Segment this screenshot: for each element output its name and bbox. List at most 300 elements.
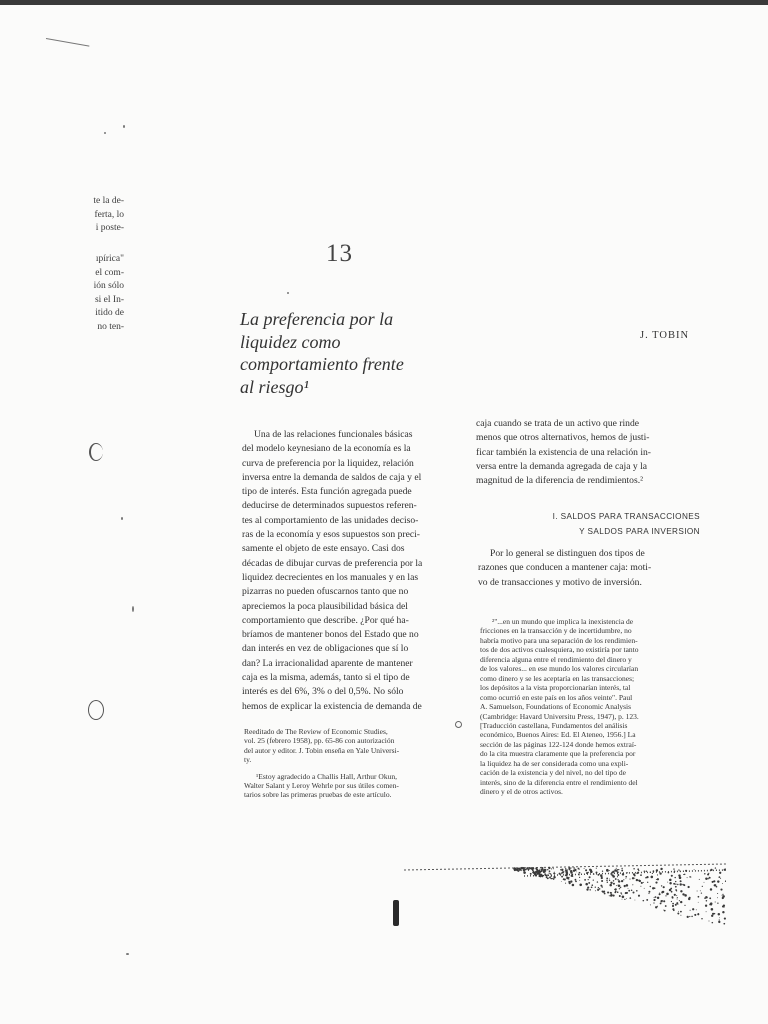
scan-speck bbox=[287, 292, 289, 294]
noise-speck bbox=[561, 872, 562, 873]
noise-speck bbox=[563, 871, 564, 872]
noise-speck bbox=[617, 871, 619, 873]
noise-speck bbox=[628, 890, 630, 892]
noise-speck bbox=[589, 889, 590, 890]
noise-speck bbox=[696, 909, 697, 910]
noise-speck bbox=[621, 880, 623, 882]
noise-speck bbox=[657, 906, 658, 907]
footnote-line: habría motivo para una separación de los rendimien- bbox=[480, 635, 638, 645]
noise-speck bbox=[615, 878, 617, 880]
noise-speck bbox=[592, 884, 594, 886]
noise-speck bbox=[572, 884, 575, 887]
noise-speck bbox=[622, 873, 624, 875]
noise-speck bbox=[709, 897, 711, 899]
noise-speck bbox=[612, 875, 615, 878]
noise-speck bbox=[633, 873, 635, 875]
noise-speck bbox=[638, 895, 639, 896]
noise-speck bbox=[657, 874, 658, 875]
body-line: ras de la economía y esos supuestos son preci- bbox=[242, 529, 420, 541]
body-line: caja es la misma, además, tanto si el tipo de bbox=[242, 672, 410, 684]
noise-speck bbox=[697, 913, 699, 915]
body-line: curva de preferencia por la liquidez, relación bbox=[242, 457, 414, 469]
noise-speck bbox=[625, 876, 627, 878]
noise-speck bbox=[568, 877, 569, 878]
noise-speck bbox=[610, 882, 612, 884]
noise-speck bbox=[692, 908, 694, 910]
noise-speck bbox=[654, 897, 655, 898]
noise-speck bbox=[656, 879, 657, 880]
noise-speck bbox=[584, 879, 586, 881]
noise-speck bbox=[717, 897, 718, 898]
noise-speck bbox=[640, 874, 642, 876]
noise-speck bbox=[701, 892, 702, 893]
noise-speck bbox=[652, 887, 654, 889]
noise-speck bbox=[718, 876, 720, 878]
noise-speck bbox=[706, 911, 707, 912]
noise-speck bbox=[660, 902, 662, 904]
noise-speck bbox=[617, 879, 618, 880]
noise-speck bbox=[717, 893, 718, 894]
noise-speck bbox=[611, 874, 612, 875]
noise-speck bbox=[641, 882, 643, 884]
noise-speck bbox=[554, 876, 555, 877]
noise-speck bbox=[602, 891, 604, 893]
noise-speck bbox=[691, 916, 693, 918]
noise-speck bbox=[713, 880, 715, 882]
noise-speck bbox=[555, 873, 556, 874]
noise-speck bbox=[591, 886, 593, 888]
noise-speck bbox=[554, 872, 555, 873]
body-line: tipo de interés. Esta función agregada puede bbox=[242, 486, 412, 498]
noise-speck bbox=[579, 872, 581, 874]
noise-speck bbox=[631, 890, 633, 892]
binding-hole-mark bbox=[88, 700, 104, 720]
footnote-line: Walter Salant y Leroy Wehrle por sus útiles comen- bbox=[244, 781, 399, 791]
noise-speck bbox=[652, 873, 653, 874]
noise-speck bbox=[619, 888, 620, 889]
scan-noise-blotch bbox=[404, 850, 726, 930]
noise-speck bbox=[566, 870, 568, 872]
noise-speck bbox=[661, 892, 663, 894]
scan-speck bbox=[126, 953, 129, 955]
noise-speck bbox=[678, 869, 679, 870]
footnote-line: sección de las páginas 122-124 donde hemos extraí- bbox=[480, 739, 637, 749]
footnote-line: como dinero y se les aceptaría en las transacciones; bbox=[480, 673, 635, 683]
noise-speck bbox=[549, 870, 551, 872]
noise-speck bbox=[722, 911, 724, 913]
body-column-left bbox=[242, 428, 466, 714]
noise-speck bbox=[672, 897, 674, 899]
noise-speck bbox=[600, 875, 602, 877]
noise-speck bbox=[578, 874, 579, 875]
noise-speck bbox=[687, 877, 688, 878]
noise-speck bbox=[674, 894, 676, 896]
noise-speck bbox=[574, 869, 576, 871]
noise-speck bbox=[685, 870, 687, 872]
noise-speck bbox=[598, 887, 599, 888]
noise-speck bbox=[671, 891, 673, 893]
noise-speck bbox=[622, 899, 623, 900]
noise-speck bbox=[621, 894, 622, 895]
noise-speck bbox=[655, 896, 657, 898]
noise-speck bbox=[626, 898, 627, 899]
body-line: pizarras no pueden ofuscarnos tanto que no bbox=[242, 586, 409, 598]
noise-speck bbox=[634, 900, 635, 901]
noise-speck bbox=[722, 906, 724, 908]
margin-fragment-block-1 bbox=[78, 195, 124, 236]
scan-speck bbox=[121, 517, 123, 520]
noise-speck bbox=[524, 872, 525, 873]
noise-speck bbox=[549, 873, 550, 874]
noise-speck bbox=[621, 868, 622, 869]
noise-speck bbox=[623, 879, 624, 880]
body-line: bríamos de mantener bonos del Estado que no bbox=[242, 629, 419, 641]
noise-speck bbox=[616, 885, 617, 886]
noise-speck bbox=[672, 908, 674, 910]
noise-speck bbox=[609, 870, 610, 871]
noise-speck bbox=[710, 888, 712, 890]
noise-speck bbox=[540, 869, 541, 870]
footnote-line: vol. 25 (febrero 1958), pp. 65-86 con autorización bbox=[244, 736, 395, 746]
noise-speck bbox=[546, 877, 548, 879]
noise-speck bbox=[690, 910, 691, 911]
footnote-line: diferencia alguna entre el rendimiento del dinero y bbox=[480, 654, 632, 664]
margin-fragment-line: ferta, lo bbox=[94, 209, 124, 220]
noise-speck bbox=[609, 880, 610, 881]
margin-fragment-line: te la de- bbox=[93, 196, 124, 206]
noise-speck bbox=[545, 871, 546, 872]
noise-speck bbox=[544, 873, 546, 875]
noise-speck bbox=[567, 869, 568, 870]
footnote-line: [Traducción castellana, Fundamentos del análisis bbox=[480, 720, 628, 730]
noise-speck bbox=[687, 916, 689, 918]
noise-speck bbox=[565, 870, 566, 871]
noise-speck bbox=[683, 884, 685, 886]
noise-speck bbox=[684, 874, 685, 875]
margin-fragment-line: itido de bbox=[95, 308, 124, 318]
noise-speck bbox=[561, 881, 562, 882]
noise-speck bbox=[714, 884, 716, 886]
noise-speck bbox=[722, 895, 723, 896]
body-line: del modelo keynesiano de la economía es la bbox=[242, 443, 411, 455]
noise-speck bbox=[625, 878, 626, 879]
noise-speck bbox=[689, 916, 690, 917]
noise-speck bbox=[573, 867, 575, 869]
noise-speck bbox=[614, 869, 616, 871]
noise-speck bbox=[588, 879, 589, 880]
margin-fragment-line: el com- bbox=[95, 267, 124, 278]
author-name: J. TOBIN bbox=[640, 330, 690, 341]
noise-speck bbox=[620, 892, 622, 894]
noise-speck bbox=[720, 889, 722, 891]
noise-speck bbox=[687, 886, 689, 888]
noise-speck bbox=[636, 879, 638, 881]
noise-speck bbox=[585, 883, 588, 886]
noise-speck bbox=[593, 873, 594, 874]
noise-speck bbox=[595, 890, 596, 891]
noise-speck bbox=[519, 868, 521, 870]
noise-speck bbox=[715, 867, 716, 868]
noise-speck bbox=[542, 876, 543, 877]
noise-speck bbox=[725, 880, 726, 882]
noise-speck bbox=[653, 870, 655, 872]
noise-speck bbox=[569, 882, 571, 884]
noise-speck bbox=[705, 878, 707, 880]
footnote-line: cación de la existencia y del nivel, no del tipo de bbox=[480, 768, 626, 778]
binding-hole-mark bbox=[89, 443, 103, 461]
noise-speck bbox=[709, 921, 710, 922]
noise-speck bbox=[679, 900, 680, 901]
footnote-line: económico, Buenos Aires: Ed. El Ateneo, 1956.] La bbox=[480, 730, 636, 740]
noise-speck bbox=[615, 891, 616, 892]
noise-speck bbox=[570, 880, 572, 882]
noise-speck bbox=[625, 892, 627, 894]
noise-speck bbox=[576, 871, 577, 872]
noise-speck bbox=[717, 880, 719, 882]
noise-speck bbox=[640, 886, 641, 887]
body-line: versa entre la demanda agregada de caja y la bbox=[476, 460, 647, 472]
scan-speck bbox=[132, 606, 134, 612]
noise-speck bbox=[559, 873, 561, 875]
noise-speck bbox=[571, 875, 573, 877]
noise-speck bbox=[607, 882, 608, 883]
noise-speck bbox=[604, 891, 605, 892]
noise-speck bbox=[712, 913, 714, 915]
noise-speck bbox=[521, 870, 522, 871]
body-line: magnitud de la diferencia de rendimientos.² bbox=[476, 475, 643, 487]
noise-speck bbox=[657, 897, 659, 899]
noise-speck bbox=[677, 884, 678, 885]
noise-speck bbox=[719, 917, 720, 918]
body-line: interés es del 6%, 3% o del 0,5%. No sólo bbox=[242, 686, 404, 698]
footnote-right bbox=[480, 617, 704, 797]
noise-speck bbox=[718, 921, 720, 923]
noise-speck bbox=[633, 868, 635, 870]
noise-speck bbox=[660, 900, 662, 902]
noise-speck bbox=[587, 887, 589, 889]
noise-speck bbox=[550, 878, 551, 879]
body-line: décadas de dibujar curvas de preferencia por la bbox=[242, 557, 423, 569]
noise-speck bbox=[579, 880, 580, 881]
noise-speck bbox=[653, 899, 655, 901]
noise-speck bbox=[632, 877, 634, 879]
noise-speck bbox=[612, 872, 614, 874]
noise-speck bbox=[629, 879, 630, 880]
noise-speck bbox=[599, 888, 601, 890]
noise-speck bbox=[655, 882, 657, 884]
noise-speck bbox=[570, 871, 572, 873]
noise-speck bbox=[518, 871, 519, 872]
noise-speck bbox=[678, 911, 679, 912]
noise-speck bbox=[673, 883, 675, 885]
margin-fragment-line: no ten- bbox=[97, 321, 124, 332]
chapter-title-line: liquidez como bbox=[240, 331, 341, 352]
noise-speck bbox=[719, 872, 721, 874]
noise-speck bbox=[523, 869, 525, 871]
noise-speck bbox=[657, 878, 659, 880]
footnote-line: A. Samuelson, Foundations of Economic Analysis bbox=[480, 702, 632, 712]
noise-speck bbox=[634, 878, 635, 879]
noise-speck bbox=[700, 890, 701, 891]
noise-speck bbox=[683, 874, 684, 875]
noise-speck bbox=[544, 869, 546, 871]
noise-speck bbox=[561, 869, 563, 871]
noise-speck bbox=[609, 884, 612, 887]
noise-speck bbox=[628, 888, 629, 889]
noise-speck bbox=[711, 908, 714, 911]
noise-speck bbox=[709, 903, 711, 905]
noise-speck bbox=[585, 869, 587, 871]
noise-speck bbox=[639, 880, 641, 882]
footnote-left bbox=[244, 727, 470, 800]
noise-speck bbox=[675, 904, 677, 906]
scan-speck bbox=[104, 132, 106, 134]
footnote-line: ty. bbox=[244, 755, 252, 765]
noise-speck bbox=[543, 869, 544, 870]
noise-speck bbox=[682, 893, 684, 895]
noise-speck bbox=[644, 870, 645, 871]
noise-speck bbox=[702, 886, 703, 887]
noise-speck bbox=[596, 868, 597, 869]
noise-speck bbox=[575, 879, 577, 881]
noise-speck bbox=[684, 894, 687, 897]
noise-speck bbox=[672, 903, 674, 905]
noise-speck bbox=[675, 884, 676, 885]
noise-speck bbox=[663, 886, 665, 888]
noise-speck bbox=[611, 892, 612, 893]
footnote-line: (Cambridge: Havard Universitu Press, 1947), p. 123. bbox=[480, 711, 639, 721]
noise-speck bbox=[677, 904, 678, 905]
margin-fragment-block-2 bbox=[78, 253, 124, 334]
noise-speck bbox=[610, 873, 611, 874]
noise-speck bbox=[723, 923, 725, 925]
footnote-line: dinero y el de otros activos. bbox=[480, 787, 563, 797]
noise-speck bbox=[593, 879, 594, 880]
noise-speck bbox=[671, 901, 672, 902]
footnote-line: como ocurrió en este país en los años veinte". Paul bbox=[480, 692, 633, 702]
noise-speck bbox=[566, 872, 568, 874]
chapter-title-line: La preferencia por la bbox=[240, 309, 394, 329]
noise-speck bbox=[601, 877, 603, 879]
noise-speck bbox=[704, 882, 705, 883]
footnote-line: do la cita muestra claramente que la preferencia por bbox=[480, 749, 636, 759]
noise-speck bbox=[613, 883, 615, 885]
noise-speck bbox=[672, 905, 674, 907]
chapter-title bbox=[240, 308, 440, 398]
chapter-number: 13 bbox=[326, 240, 353, 267]
noise-speck bbox=[617, 876, 618, 877]
noise-speck bbox=[643, 900, 645, 902]
noise-speck bbox=[597, 881, 598, 882]
noise-speck bbox=[724, 918, 726, 920]
noise-speck bbox=[724, 869, 726, 871]
noise-speck bbox=[680, 890, 682, 892]
noise-speck bbox=[539, 870, 541, 872]
noise-speck bbox=[606, 869, 609, 872]
body-line: caja cuando se trata de un activo que rinde bbox=[476, 418, 640, 429]
noise-speck bbox=[586, 888, 588, 890]
noise-speck bbox=[606, 880, 608, 882]
noise-speck bbox=[680, 915, 681, 916]
noise-speck bbox=[710, 869, 712, 871]
margin-fragment-line: ıpírica" bbox=[95, 254, 124, 264]
noise-speck bbox=[722, 883, 723, 884]
noise-speck bbox=[648, 893, 649, 894]
scan-top-border bbox=[0, 0, 768, 5]
noise-speck bbox=[561, 876, 563, 878]
noise-speck bbox=[547, 874, 548, 875]
noise-speck bbox=[705, 905, 707, 907]
section-body bbox=[478, 547, 701, 590]
noise-speck bbox=[597, 889, 599, 891]
body-line: vo de transacciones y motivo de inversión. bbox=[478, 576, 642, 588]
footnote-line: tos de dos activos cualesquiera, no existiría por tanto bbox=[480, 645, 639, 655]
noise-speck bbox=[627, 872, 628, 873]
noise-speck bbox=[664, 910, 666, 912]
noise-speck bbox=[722, 894, 723, 895]
body-line: comportamiento que describe. ¿Por qué ha- bbox=[242, 614, 409, 626]
body-line: dan? La irracionalidad aparente de mantener bbox=[242, 657, 413, 669]
noise-speck bbox=[669, 889, 672, 892]
body-line: razones que conducen a mantener caja: moti- bbox=[478, 562, 652, 574]
body-line: Una de las relaciones funcionales básicas bbox=[254, 429, 413, 440]
noise-speck bbox=[613, 880, 614, 881]
noise-speck bbox=[543, 875, 544, 876]
noise-speck bbox=[690, 877, 691, 878]
noise-speck bbox=[711, 915, 713, 917]
noise-speck bbox=[636, 890, 638, 892]
section-heading-line: I. SALDOS PARA TRANSACCIONES bbox=[552, 512, 700, 521]
noise-speck bbox=[590, 870, 593, 873]
noise-speck bbox=[671, 875, 673, 877]
noise-speck bbox=[615, 888, 617, 890]
scan-speck bbox=[123, 125, 125, 128]
noise-speck bbox=[547, 869, 548, 870]
noise-speck bbox=[606, 878, 608, 880]
noise-speck bbox=[646, 871, 648, 873]
noise-speck bbox=[588, 882, 590, 884]
noise-speck bbox=[550, 873, 552, 875]
noise-speck bbox=[650, 872, 651, 873]
body-line: tes al comportamiento de las unidades deciso- bbox=[242, 514, 419, 526]
noise-speck bbox=[694, 869, 695, 870]
noise-speck bbox=[651, 876, 654, 879]
noise-speck bbox=[705, 896, 707, 898]
noise-speck bbox=[665, 905, 667, 907]
body-line: inversa entre la demanda de saldos de caja y el bbox=[242, 471, 422, 483]
noise-speck bbox=[565, 868, 566, 869]
noise-speck bbox=[611, 894, 613, 896]
body-line: Por lo general se distinguen dos tipos de bbox=[490, 548, 645, 559]
noise-speck bbox=[694, 914, 696, 916]
body-line: apreciemos la poca plausibilidad básica del bbox=[242, 600, 408, 612]
noise-speck bbox=[704, 873, 706, 875]
noise-speck bbox=[688, 898, 690, 900]
footnote-line: los depósitos a la vista proporcionarían interés, tal bbox=[480, 683, 631, 693]
body-line: deducirse de determinados supuestos referen- bbox=[242, 500, 417, 512]
noise-speck bbox=[698, 902, 699, 903]
noise-speck bbox=[637, 868, 639, 870]
body-line: menos que otros alternativos, hemos de justi- bbox=[476, 432, 650, 444]
noise-speck bbox=[674, 872, 675, 873]
noise-speck bbox=[565, 883, 566, 884]
noise-speck bbox=[548, 867, 550, 869]
noise-speck bbox=[679, 876, 682, 879]
footnote-line: del autor y editor. J. Tobin enseña en Yale Universi- bbox=[244, 745, 400, 755]
pencil-mark bbox=[46, 38, 90, 47]
noise-speck bbox=[624, 886, 625, 887]
footnote-line: tarios sobre las primeras pruebas de este artículo. bbox=[244, 790, 392, 800]
